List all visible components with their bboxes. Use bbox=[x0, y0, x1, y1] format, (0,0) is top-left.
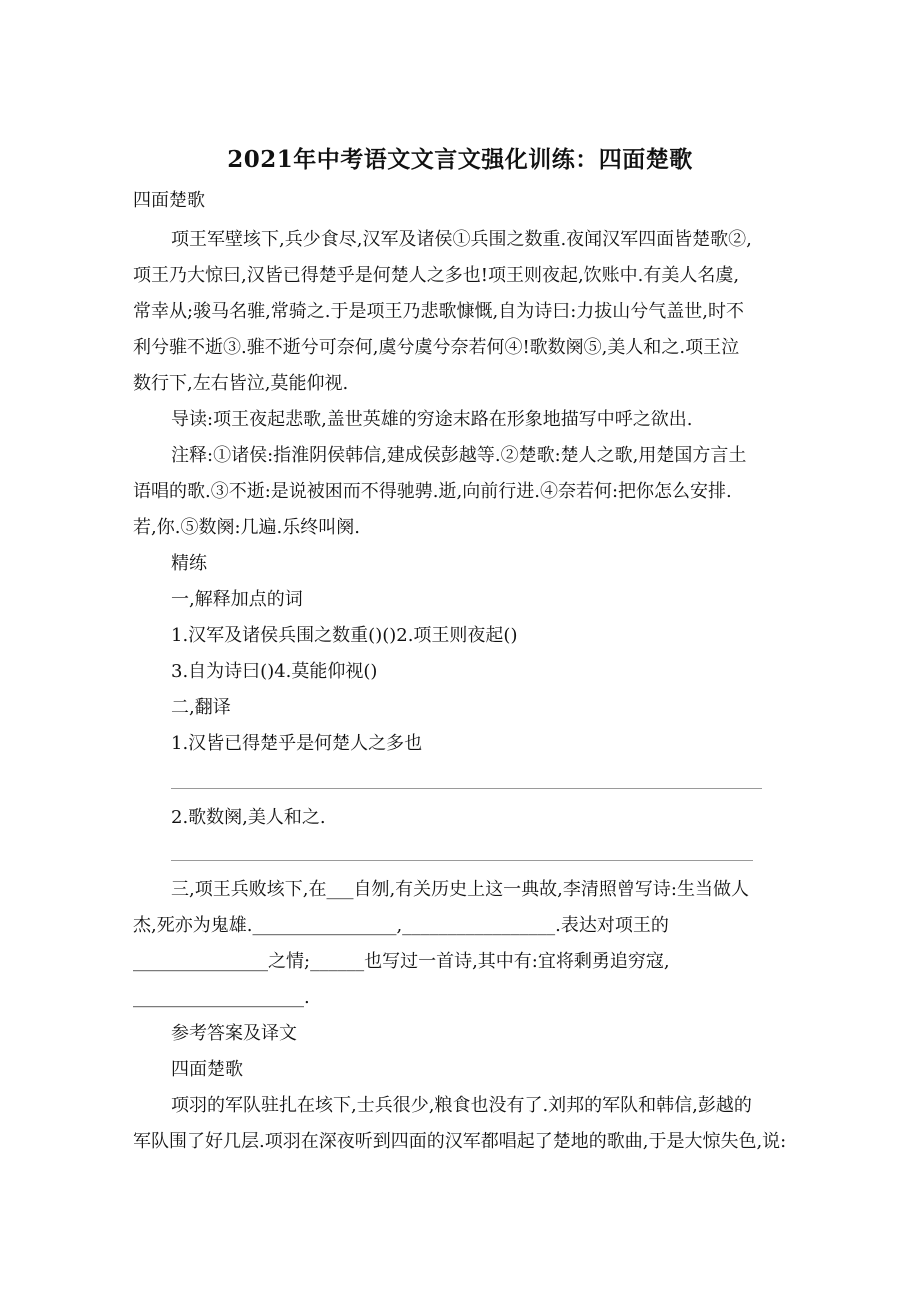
question-3-line: 三,项王兵败垓下,在___自刎,有关历史上这一典故,李清照曾写诗:生当做人 bbox=[171, 879, 749, 900]
question-3-line: _______________之情;______也写过一首诗,其中有:宜将剩勇追穷寇, bbox=[133, 951, 670, 972]
question-3-line: 杰,死亦为鬼雄.________________,_________________.表达对项王的 bbox=[133, 915, 669, 936]
translation-line: 军队围了好几层.项羽在深夜听到四面的汉军都唱起了楚地的歌曲,于是大惊失色,说: bbox=[133, 1131, 787, 1152]
original-line: 常幸从;骏马名骓,常骑之.于是项王乃悲歌慷慨,自为诗曰:力拔山兮气盖世,时不 bbox=[133, 301, 745, 322]
question-2-item-1: 1.汉皆已得楚乎是何楚人之多也 bbox=[171, 733, 423, 754]
answer-line bbox=[171, 860, 753, 861]
notes-line: 若,你.⑤数阕:几遍.乐终叫阕. bbox=[133, 517, 360, 538]
notes-line: 语唱的歌.③不逝:是说被困而不得驰骋.逝,向前行进.④奈若何:把你怎么安排. bbox=[133, 481, 732, 502]
question-1-line: 1.汉军及诸侯兵围之数重()()2.项王则夜起() bbox=[171, 625, 518, 646]
answers-subheading: 四面楚歌 bbox=[171, 1059, 243, 1080]
guide-text: 导读:项王夜起悲歌,盖世英雄的穷途末路在形象地描写中呼之欲出. bbox=[171, 409, 693, 430]
answers-heading: 参考答案及译文 bbox=[171, 1023, 297, 1044]
question-2-heading: 二,翻译 bbox=[171, 697, 231, 718]
page-title: 2021年中考语文文言文强化训练：四面楚歌 bbox=[227, 146, 693, 173]
question-2-item-2: 2.歌数阕,美人和之. bbox=[171, 807, 326, 828]
notes-line: 注释:①诸侯:指淮阴侯韩信,建成侯彭越等.②楚歌:楚人之歌,用楚国方言土 bbox=[171, 445, 747, 466]
question-1-heading: 一,解释加点的词 bbox=[171, 589, 303, 610]
answer-line bbox=[171, 788, 762, 789]
practice-label: 精练 bbox=[171, 553, 207, 574]
original-line: 利兮骓不逝③.骓不逝兮可奈何,虞兮虞兮奈若何④!歌数阕⑤,美人和之.项王泣 bbox=[133, 337, 740, 358]
original-line: 项王军壁垓下,兵少食尽,汉军及诸侯①兵围之数重.夜闻汉军四面皆楚歌②, bbox=[171, 229, 752, 250]
section-label: 四面楚歌 bbox=[133, 190, 205, 211]
question-3-line: ___________________. bbox=[133, 987, 310, 1008]
original-line: 数行下,左右皆泣,莫能仰视. bbox=[133, 373, 349, 394]
translation-line: 项羽的军队驻扎在垓下,士兵很少,粮食也没有了.刘邦的军队和韩信,彭越的 bbox=[171, 1095, 752, 1116]
question-1-line: 3.自为诗曰()4.莫能仰视() bbox=[171, 661, 378, 682]
original-line: 项王乃大惊曰,汉皆已得楚乎是何楚人之多也!项王则夜起,饮账中.有美人名虞, bbox=[133, 265, 740, 286]
